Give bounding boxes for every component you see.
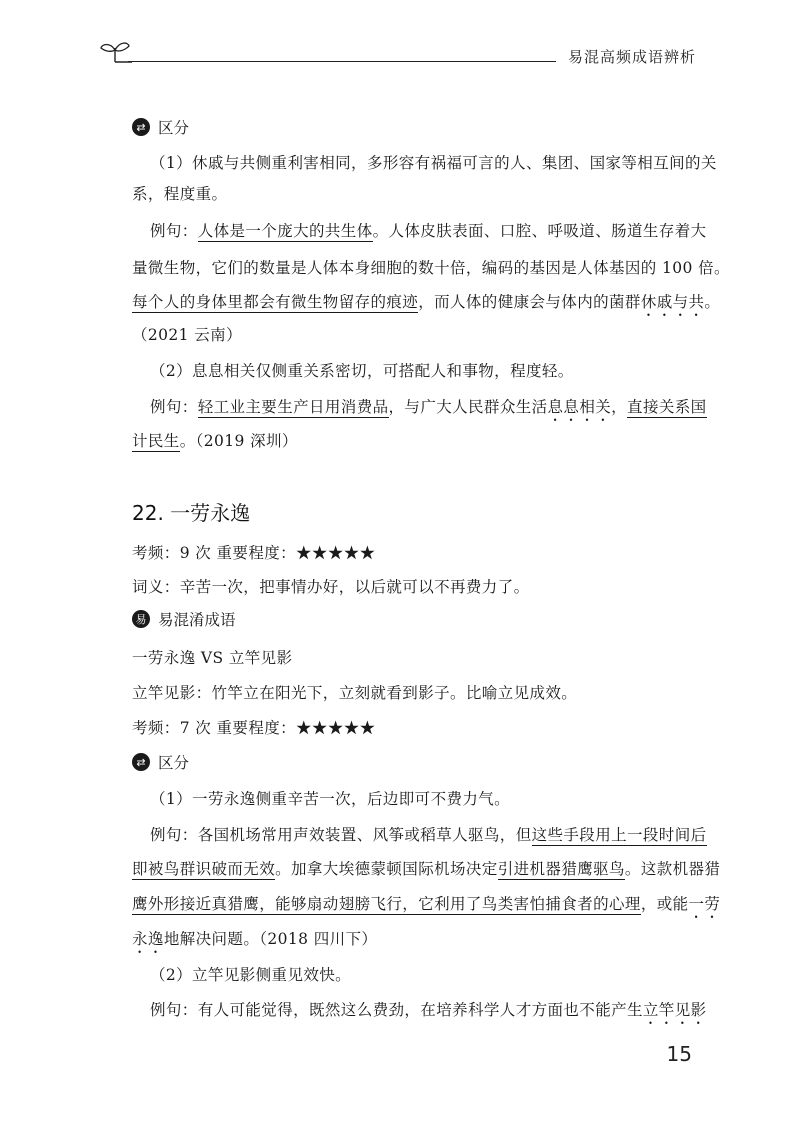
swap-icon: ⇄ xyxy=(132,753,150,771)
text-span: ，与广大人民群众生活 xyxy=(388,398,548,416)
example-line xyxy=(150,823,707,845)
entry-title: 22. 一劳永逸 xyxy=(132,501,251,525)
example-line xyxy=(132,857,720,879)
paragraph-line: （1）休戚与共侧重利害相同，多形容有祸福可言的人、集团、国家等相互间的关 xyxy=(150,154,717,172)
text-span: 。 xyxy=(704,293,721,311)
section-diff-heading xyxy=(132,751,189,773)
text-span: 有人可能觉得，既然这么费劲，在培养科学人才方面也不能产生 xyxy=(197,1001,643,1019)
example-line xyxy=(132,892,720,922)
example-line xyxy=(150,998,707,1028)
text-span: ，或能 xyxy=(640,895,689,913)
text-span: 。（2019 深圳） xyxy=(179,432,298,450)
example-line xyxy=(132,429,298,451)
page-number: 15 xyxy=(666,1042,692,1066)
underlined-text: 这些手段用上一段时间后 xyxy=(531,826,707,844)
text-span: 。人体皮肤表面、口腔、呼吸道、肠道生存着大 xyxy=(372,222,707,240)
underlined-text: 人体是一个庞大的共生体 xyxy=(197,222,373,240)
header-rule xyxy=(128,61,556,62)
section-diff-label: 区分 xyxy=(158,754,190,772)
example-source: （2021 云南） xyxy=(132,326,242,344)
text-span: 地解决问题。（2018 四川下） xyxy=(163,930,378,948)
text-span: ，而人体的健康会与体内的菌群 xyxy=(418,293,641,311)
section-diff-label: 区分 xyxy=(158,119,190,137)
entry-meaning: 词义：辛苦一次，把事情办好，以后就可以不再费力了。 xyxy=(132,578,530,596)
confusable-label: 易混淆成语 xyxy=(158,611,236,629)
emphasized-idiom: 息息相关 xyxy=(547,398,612,416)
emphasized-idiom: 永逸 xyxy=(132,930,164,948)
confusable-heading xyxy=(132,608,236,630)
underlined-text: 即被鸟群识破而无效 xyxy=(132,860,276,878)
underlined-text: 轻工业主要生产日用消费品 xyxy=(197,398,389,416)
example-line xyxy=(150,395,707,425)
swap-icon: ⇄ xyxy=(132,118,150,136)
paragraph-line: （1）一劳永逸侧重辛苦一次，后边即可不费力气。 xyxy=(150,790,511,808)
vs-frequency: 考频：7 次 重要程度：★★★★★ xyxy=(132,719,376,737)
paragraph-line: （2）息息相关仅侧重关系密切，可搭配人和事物，程度轻。 xyxy=(150,362,574,380)
vs-line: 一劳永逸 VS 立竿见影 xyxy=(132,649,293,667)
emphasized-idiom: 一劳 xyxy=(688,895,721,913)
emphasized-idiom: 立竿见影 xyxy=(642,1001,707,1019)
example-line xyxy=(132,290,720,320)
emphasized-idiom: 休戚与共 xyxy=(640,293,705,311)
underlined-text: 计民生 xyxy=(132,432,180,450)
example-label: 例句： xyxy=(150,826,198,844)
vs-meaning: 立竿见影：竹竿立在阳光下，立刻就看到影子。比喻立见成效。 xyxy=(132,684,578,702)
paragraph-line: 系，程度重。 xyxy=(132,185,228,203)
example-line: 量微生物，它们的数量是人体本身细胞的数十倍，编码的基因是人体基因的 100 倍。 xyxy=(132,259,730,277)
confusable-badge-icon: 易 xyxy=(132,610,150,628)
running-header-title: 易混高频成语辨析 xyxy=(567,48,696,66)
underlined-text: 引进机器猎鹰驱鸟 xyxy=(497,860,625,878)
paragraph-line: （2）立竿见影侧重见效快。 xyxy=(150,966,352,984)
section-diff-heading xyxy=(132,116,189,138)
text-span: 。加拿大埃德蒙顿国际机场决定 xyxy=(275,860,498,878)
text-span: ， xyxy=(611,398,628,416)
example-line xyxy=(150,219,707,241)
underlined-text: 每个人的身体里都会有微生物留存的痕迹 xyxy=(132,293,419,311)
example-label: 例句： xyxy=(150,222,198,240)
example-label: 例句： xyxy=(150,1001,198,1019)
sprout-logo-icon xyxy=(98,38,132,64)
entry-frequency: 考频：9 次 重要程度：★★★★★ xyxy=(132,544,376,562)
text-span: 各国机场常用声效装置、风筝或稻草人驱鸟，但 xyxy=(197,826,532,844)
underlined-text: 鹰外形接近真猎鹰，能够扇动翅膀飞行，它利用了鸟类害怕捕食者的心理 xyxy=(132,895,641,913)
underlined-text: 直接关系国 xyxy=(627,398,707,416)
example-line xyxy=(132,927,377,957)
example-label: 例句： xyxy=(150,398,198,416)
text-span: 。这款机器猎 xyxy=(624,860,721,878)
